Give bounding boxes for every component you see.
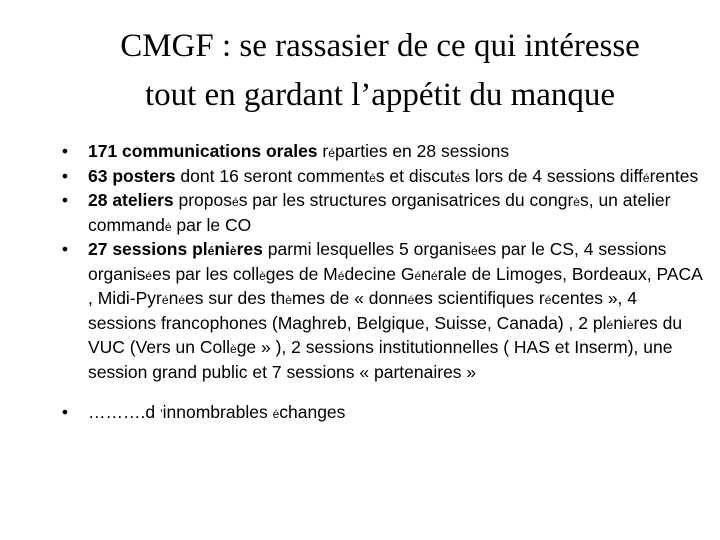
text: ge » ), 2 sessions institutionnelles ( HAS et Inserm), une session grand public et 7 sessions « partenaires » [88,337,673,382]
text: parties en 28 sessions [334,141,510,161]
text: mes de « donn [291,288,408,308]
slide-title [40,22,720,120]
text: ges de M [265,263,338,284]
bullet-glyph: • [61,239,69,259]
small-glyph: é [272,407,280,421]
text: es scientifiques r [414,288,545,308]
text: rentes [649,165,699,186]
small-glyph: ’ [159,407,163,421]
small-glyph: è [229,244,237,258]
bullet-list [58,140,703,426]
text: changes [279,402,346,422]
bold-text: 171 communications orales [88,141,318,161]
text: propos [173,190,232,210]
text: ni [613,312,627,333]
bullet-glyph: • [61,190,69,210]
text: es par le CS, 4 sessions organis [88,239,667,284]
text: res du VUC (Vers un Coll [88,312,683,357]
bold-text: ni [214,239,230,259]
bold-text: 27 sessions pl [88,239,208,259]
small-glyph: é [207,244,215,258]
text: n [421,263,431,284]
text: dont 16 seront comment [175,165,370,186]
small-glyph: é [232,195,239,209]
bullet-item-ateliers [58,189,703,238]
bullet-glyph: • [61,165,69,186]
small-glyph: é [606,317,614,332]
bullet-glyph: • [61,402,69,422]
small-glyph: é [178,293,185,307]
bullet-glyph: • [61,141,69,161]
small-glyph: é [161,293,169,307]
bold-text: 63 posters [88,165,176,186]
small-glyph: è [259,268,266,283]
text: parmi lesquelles 5 organis [262,239,472,259]
small-glyph: é [430,268,438,283]
small-glyph: è [573,195,580,209]
small-glyph: é [471,244,478,258]
text: s et discut [375,165,455,186]
text: s lors de 4 sessions diff [461,165,643,186]
text: centes », 4 sessions francophones (Maghreb, Belgique, Suisse, Canada) , 2 pl [88,288,638,333]
bullet-item-sessions [58,238,703,383]
small-glyph: é [337,268,345,283]
small-glyph: é [328,146,335,160]
text: innombrables [162,402,273,422]
small-glyph: è [285,293,292,307]
small-glyph: é [414,268,422,283]
bullet-item-communications [58,140,703,165]
small-glyph: é [454,170,462,185]
small-glyph: é [164,219,172,234]
text: s par les structures organisatrices du congr [238,190,574,210]
small-glyph: è [230,342,237,356]
bold-text: 28 ateliers [88,190,174,210]
text: ……….d [88,402,160,422]
text: n [168,288,179,308]
text: par le CO [171,214,252,235]
text: r [317,141,329,161]
title-line-1: CMGF : se rassasier de ce qui intéresse [120,28,640,64]
small-glyph: é [407,293,415,307]
small-glyph: é [544,293,552,307]
small-glyph: é [145,268,153,283]
small-glyph: é [369,170,376,185]
bullet-item-posters [58,165,703,190]
bullet-item-echanges [58,401,703,426]
text: es par les coll [152,263,260,284]
bold-text: res [236,239,263,259]
small-glyph: è [626,317,634,332]
text: es sur des th [185,288,286,308]
text: s, un atelier command [88,190,671,235]
text: rale de Limoges, Bordeaux, PACA , Midi-Pyr [88,263,702,308]
text: decine G [344,263,415,284]
small-glyph: é [642,170,650,185]
title-line-2: tout en gardant l’appétit du manque [144,77,616,113]
